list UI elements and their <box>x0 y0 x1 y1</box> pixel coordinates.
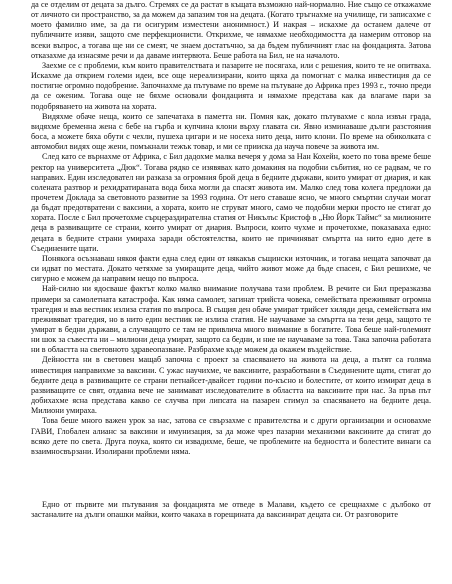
paragraph-7: Дейността ни в световен мащаб започна с проект за спасяването на живота на деца, а пътят са голяма инвестиция направихме за ваксини. С ужас научихме, че ваксините, разработвани в Съединените щати, стигат до бедните деца в развиващите се страни петнайсет-двайсет години по-късно и болестите, от които измират деца в развиващите се свят, отдавна вече не занимават изследователите в областта на ваксините при нас. За пръв път добихахме ясна представа какво се случва при липсата на пазарен стимул за спасяването на бедните деца. Милиони умираха. <box>31 355 431 416</box>
paragraph-4: След като се върнахме от Африка, с Бил дадохме малка вечеря у дома за Нан Кохейн, което по това време беше ректор на университета „Дюк“. Тогава рядко се изявявах като домакиня на подобни събития, но се радвам, че го направих. Един изследовател ни разказа за огромния брой деца в бедните държави, които умират от диария, и как солената разтвор и рехидратираната вода биха могли да спасят живота им. Малко след това колега предложи да прочетем Доклада за световното развитие за 1993 година. От него ставаше ясно, че много смъртни случаи могат да бъдат предотвратени с ваксини, а хората, които не струват много, само че подобни мерки просто не стигат до хората. После с Бил прочетохме сърцераздирателна статия от Никълъс Кристоф в „Ню Йорк Таймс“ за милионите деца в развиващите се страни, които умират от диария. Въпроси, които чухме и прочетохме, показаваха едно: децата в бедните страни умираха заради обстоятелства, които не причиняват смъртта на нито едно дете в Съединените щати. <box>31 152 431 253</box>
paragraph-5: Понякога осъзнаваш някоя факти една след един от някакъв същински източник, и тогава нещата започват да си идват по местата. Докато четяхме за умиращите деца, чийто живот може да бъде спасен, с Бил решихме, че сигурно е можем да направим нещо по въпроса. <box>31 253 431 284</box>
paragraph-1: да се отделим от децата за дълго. Стремях се да растат в къщата възможно най-нормално. Ние също се откажахме от личното си пространство, за да можем да запазим тоя на децата. (Когато тръгнахме на училище, ги записахме с моето фамилно име, за да ги осигурим изместени анонимност.) И накрая – искахме да останем далече от публичните изяви, защото сме перфекционисти. Открихме, че нямахме необходимостта да намерим отговор на всеки въпрос, а тогава ще ни се смеят, че знаем достатъчно, за да бъдем публичният глас на фондацията. Затова отказахме да изнасяме речи и да даваме интервюта. Беше работа на Бил, не на началото. <box>31 0 431 60</box>
paragraph-6: Най-силно ни ядосваше фактът колко малко внимание получава тази проблем. В речите си Бил преразказва примери за самолетната катастрофа. Как няма самолет, загинат трийста човека, семействата преживяват огромна трагедия и във вестник излиза статия по въпроса. В същия ден обаче умират трийсет хиляди деца, семействата им преживяват трагедия, но в нито един вестник не излиза статия. Не научаваме за смъртта на тези деца, защото те умират в бедни държави, а случващото се там не привлича много внимание в богатите. Това беше най-големият ни шок за съвестта ни – милиони деца умират, защото са бедни, и ние не научаваме за това. Така започна работата ни в областта на световното здравеопазване. Разбрахме къде можем да окажем въздействие. <box>31 284 431 355</box>
paragraph-8: Това беше много важен урок за нас, затова се свързахме с правителства и с други организации и основахме ГАВИ, Глобален алианс за ваксини и имунизация, за да може чрез пазарни механизми ваксините да стигат до всяко дете по света. Друга поука, която си извадихме, беше, че проблемите на бедността и болестите винаги са взаимносвързани. Изолирани проблеми няма. <box>31 416 431 456</box>
paragraph-9: Едно от първите ми пътувания за фондацията ме отведе в Малави, където се срещнахме с дълбоко от застаналите на дълги опашки майки, които чакаха в горещината да ваксинират децата си. От разговорите <box>31 500 431 520</box>
paragraph-2: Заехме се с проблеми, към които правителствата и пазарите не посягаха, или с решения, които те не опитваха. Искахме да открием големи идеи, все още нереализирани, които щяха да помогнат с малка инвестиция да се постигне огромно подобрение. Започнахме да пътуваме по време на пътуване до Африка през 1993 г., точно преди да се оженим. Тогава още не бяхме основали фондацията и нямахме представа как да влагаме пари за подобряването на живота на хората. <box>31 60 431 111</box>
section-gap <box>31 457 431 500</box>
paragraph-3: Видяхме обаче неща, които се запечатаха в паметта ни. Помня как, докато пътувахме с кола извън града, видяхме бременна жена с бебе на гърба и купчина клони върху главата си. Явно изминаваше дълги разстояния боса, а можете бяха обути с чехли, пушеха цигари и не носеха нито деца, нито клони. По време на обиколката с автомобил видях още жени, помъкнали тежък товар, и ми се прииска да науча повече за живота им. <box>31 111 431 152</box>
document-page <box>31 0 431 584</box>
